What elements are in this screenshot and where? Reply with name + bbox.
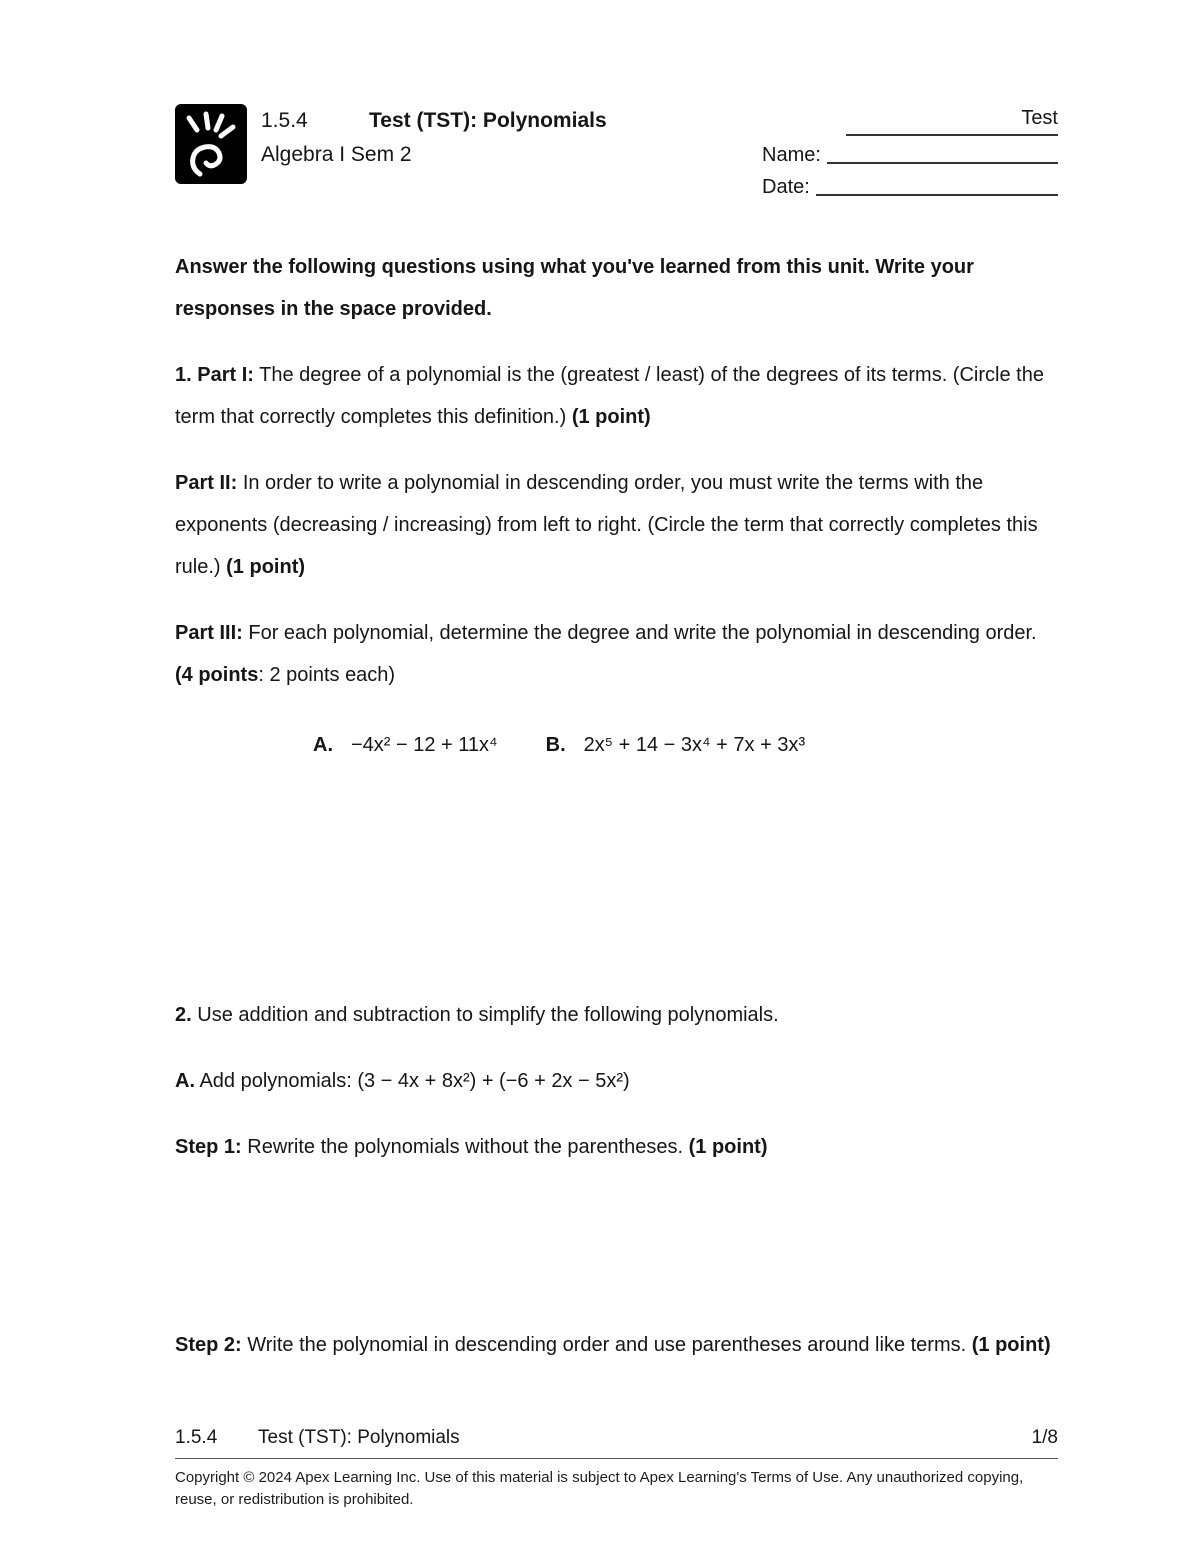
copyright-notice: Copyright © 2024 Apex Learning Inc. Use of this material is subject to Apex Learning's Terms of Use. Any unauthorized copying, reuse, or redistribution is prohibited. — [175, 1458, 1058, 1511]
polynomial-expressions — [313, 724, 1058, 766]
polynomial-b-label: B. — [545, 734, 566, 756]
part2-label: Part II: — [175, 472, 238, 494]
date-row — [762, 168, 1058, 200]
polynomial-a — [313, 724, 498, 766]
question1-part1 — [175, 354, 1058, 438]
header-fields — [762, 104, 1058, 200]
question2-heading — [175, 994, 1058, 1036]
doc-type-row — [762, 104, 1058, 130]
date-label: Date: — [762, 176, 810, 198]
apex-learning-logo-icon — [175, 104, 247, 184]
step1-points: (1 point) — [688, 1136, 768, 1158]
part2-points: (1 point) — [226, 556, 306, 578]
name-row — [762, 136, 1058, 168]
polynomial-a-label: A. — [313, 734, 333, 756]
document-title: Test (TST): Polynomials — [369, 109, 607, 132]
polynomial-b — [546, 724, 805, 766]
part3-label: Part III: — [175, 622, 243, 644]
step1-text: Rewrite the polynomials without the parentheses. — [247, 1136, 684, 1158]
part3-points: (4 points — [175, 664, 259, 686]
question2-partA-text: Add polynomials: — [199, 1070, 352, 1092]
question2-text: Use addition and subtraction to simplify the following polynomials. — [197, 1004, 779, 1026]
footer-lesson-code: 1.5.4 — [175, 1427, 218, 1448]
part1-label: 1. Part I: — [175, 364, 254, 386]
question2-partA-label: A. — [175, 1070, 195, 1092]
name-label: Name: — [762, 144, 821, 166]
question1-part3 — [175, 612, 1058, 696]
polynomial-b-expression: 2x⁵ + 14 − 3x⁴ + 7x + 3x³ — [583, 734, 806, 756]
part1-text: The degree of a polynomial is the (greatest / least) of the degrees of its terms. (Circle the term that correctly completes this definition.) — [175, 364, 1044, 428]
part3-points-rest: : 2 points each) — [258, 664, 396, 686]
footer-row — [175, 1426, 1058, 1450]
footer-left — [175, 1426, 460, 1450]
footer-title: Test (TST): Polynomials — [258, 1427, 460, 1448]
step2-points: (1 point) — [971, 1334, 1051, 1356]
header-title-row — [261, 106, 762, 136]
question1-part2 — [175, 462, 1058, 588]
step2-label: Step 2: — [175, 1334, 242, 1356]
page-number: 1/8 — [1031, 1427, 1058, 1448]
question2-partA-expression: (3 − 4x + 8x²) + (−6 + 2x − 5x²) — [357, 1070, 630, 1092]
question2-step1 — [175, 1126, 1058, 1168]
polynomial-a-expression: −4x² − 12 + 11x⁴ — [351, 734, 498, 756]
step1-label: Step 1: — [175, 1136, 242, 1158]
header-left — [247, 104, 762, 200]
part2-text: In order to write a polynomial in descending order, you must write the terms with the exponents (decreasing / increasing) from left to right. (Circle the term that correctly completes this rule.) — [175, 472, 1038, 578]
question2-partA — [175, 1060, 1058, 1102]
name-field-line — [827, 162, 1058, 164]
document-header — [175, 104, 1058, 200]
doc-type-label: Test — [1021, 107, 1058, 129]
part3-text: For each polynomial, determine the degree and write the polynomial in descending order. — [248, 622, 1037, 644]
lesson-code: 1.5.4 — [261, 109, 308, 132]
instructions-paragraph: Answer the following questions using what you've learned from this unit. Write your responses in the space provided. — [175, 256, 974, 320]
course-name: Algebra I Sem 2 — [261, 143, 412, 166]
date-field-line — [816, 194, 1058, 196]
page-footer — [175, 1426, 1058, 1511]
part1-points: (1 point) — [571, 406, 651, 428]
step2-text: Write the polynomial in descending order and use parentheses around like terms. — [247, 1334, 967, 1356]
question2-step2 — [175, 1324, 1058, 1366]
question2-number: 2. — [175, 1004, 192, 1026]
